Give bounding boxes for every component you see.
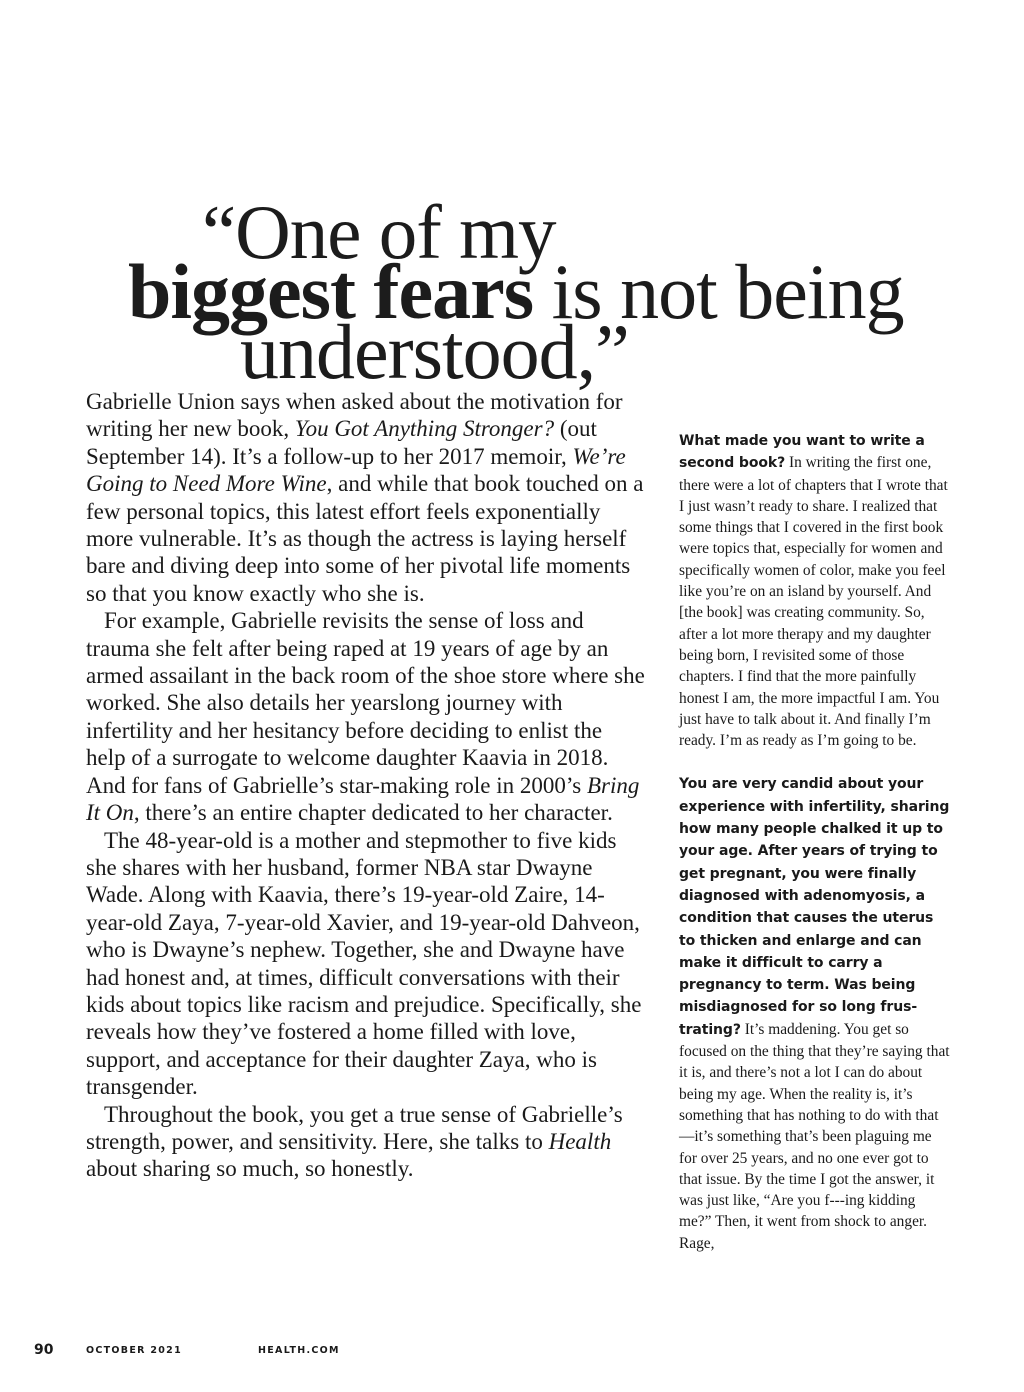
question-1: What made you want to write a second book? — [679, 433, 925, 472]
qa-column — [679, 430, 951, 1254]
intro-text: Gabrielle Union says when asked about the motivation for writing her new book, — [86, 389, 623, 442]
intro-text: , and while that book touched on a few personal topics, this latest effort feels exponentially more vulnerable. It’s as though the actress is laying herself bare and diving deep into some of her pivotal life moments so that you know exactly who she is. — [86, 471, 644, 606]
qa-item-1 — [679, 430, 951, 751]
intro-text: (out September 14). It’s a follow-up to her 2017 memoir, — [86, 416, 597, 469]
magazine-name: Health — [548, 1128, 612, 1154]
website: HEALTH.COM — [258, 1345, 340, 1356]
issue-date: OCTOBER 2021 — [86, 1345, 182, 1356]
answer-1: In writing the first one, there were a lot of chapters that I wrote that I just wasn’t ready to share. I realized that some things that I covered in the first book were topics that, especially for women and specifically women of color, make you feel like you’re on an island by yourself. And [the book] was creating community. So, after a lot more therapy and my daughter being born, I revisited some of those chapters. I find that the more painfully honest I am, the more impactful I am. You just have to talk about it. And finally I’m ready. I’m as ready as I’m going to be. — [679, 454, 948, 750]
movie-title: Bring It On — [86, 772, 640, 826]
page-number: 90 — [34, 1342, 54, 1358]
intro-article-column — [86, 388, 646, 1183]
book-title-1: You Got Anything Stronger? — [294, 416, 555, 442]
intro-paragraph-2 — [86, 607, 646, 826]
intro-paragraph-4 — [86, 1101, 646, 1183]
question-2: You are very candid about your experience with infertility, sharing how many people chalked it up to your age. After years of trying to get pregnant, you were finally diagnosed with adenomyosis, a condition that causes the uterus to thicken and enlarge and can make it difficult to carry a pregnancy to term. Was being misdiagnosed for so long frustrating? — [679, 776, 950, 1038]
book-title-2: We’re Going to Need More Wine — [86, 443, 626, 497]
intro-text: about sharing so much, so honestly. — [86, 1156, 414, 1182]
qa-item-2 — [679, 773, 951, 1254]
answer-2: It’s maddening. You get so focused on the thing that they’re saying that it is, and there’s not a lot I can do about being my age. When the reality is, it’s something that has nothing to do with that—it’s something that’s been plaguing me for over 25 years, and no one ever got to that issue. By the time I got the answer, it was just like, “Are you f---ing kidding me?” Then, it went from shock to anger. Rage, — [679, 1020, 950, 1252]
intro-text: Throughout the book, you get a true sense of Gabrielle’s strength, power, and sensitivity. Here, she talks to — [86, 1101, 623, 1154]
headline-line-1: “One of my — [202, 189, 556, 275]
intro-text: , there’s an entire chapter dedicated to her character. — [133, 800, 613, 826]
intro-paragraph-3: The 48-year-old is a mother and stepmother to five kids she shares with her husband, former NBA star Dwayne Wade. Along with Kaavia, there’s 19-year-old Zaire, 14-year-old Zaya, 7-year-old Xavier, and 19-year-old Dahveon, who is Dwayne’s nephew. Together, she and Dwayne have had honest and, at times, difficult conversations with their kids about topics like racism and prejudice. Specifically, she reveals how they’ve fostered a home filled with love, support, and acceptance for their daughter Zaya, who is transgender. — [86, 827, 642, 1100]
headline-line-2-rest: is not being — [533, 248, 904, 335]
intro-text: For example, Gabrielle revisits the sense of loss and trauma she felt after being raped at 19 years of age by an armed assailant in the back room of the shoe store where she worked. She also details her yearslong journey with infertility and her hesitancy before deciding to enlist the help of a surrogate to welcome daughter Kaavia in 2018. And for fans of Gabrielle’s star-making role in 2000’s — [86, 608, 645, 798]
headline-line-3: understood,” — [240, 308, 629, 395]
headline-emphasis: biggest fears — [128, 248, 534, 335]
intro-paragraph-1 — [86, 388, 646, 607]
